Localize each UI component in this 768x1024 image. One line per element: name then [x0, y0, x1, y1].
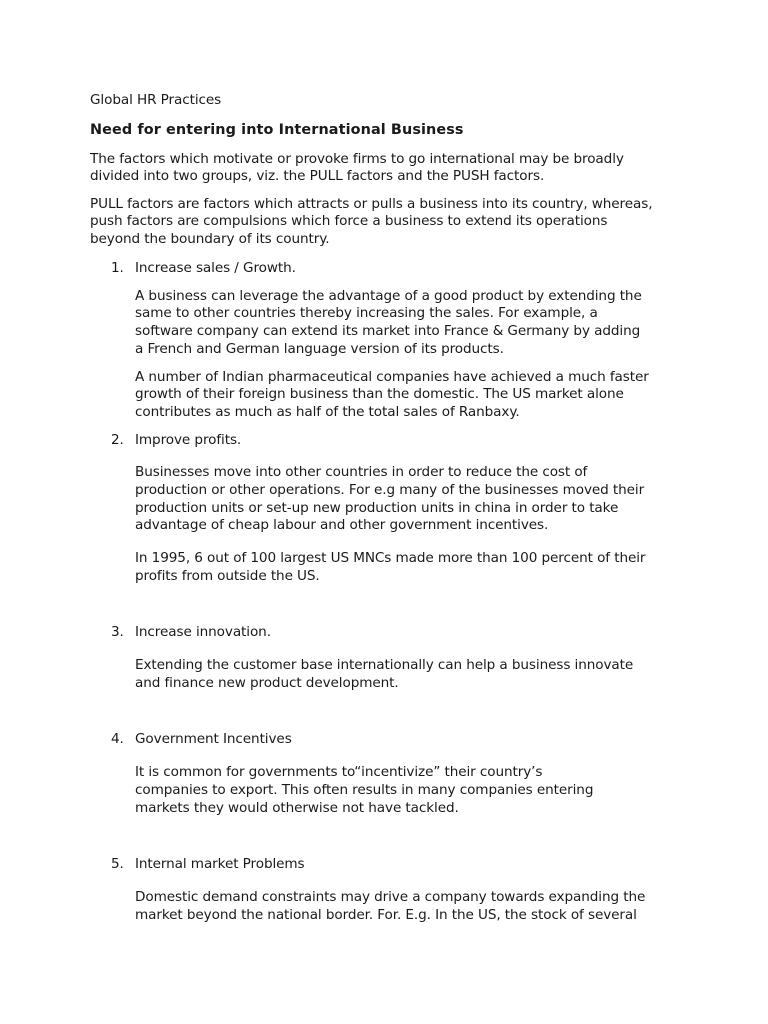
- list-item-paragraph-line: markets they would otherwise not have tackled.: [135, 800, 459, 816]
- list-item-paragraph-line: growth of their foreign business than the domestic. The US market alone: [135, 386, 624, 402]
- list-item-title: Improve profits.: [135, 432, 242, 448]
- list-item-paragraph-line: It is common for governments to“incentivize” their country’s: [135, 764, 543, 780]
- document-label: Global HR Practices: [90, 92, 222, 108]
- list-item-title: Government Incentives: [135, 731, 292, 747]
- list-item-number: 5.: [111, 856, 124, 872]
- list-item-title: Increase sales / Growth.: [135, 260, 296, 276]
- pull-factors-line: push factors are compulsions which force a business to extend its operations: [90, 213, 608, 229]
- list-item-paragraph-line: software company can extend its market into France & Germany by adding: [135, 323, 641, 339]
- intro-line: divided into two groups, viz. the PULL factors and the PUSH factors.: [90, 168, 545, 184]
- list-item-paragraph-line: production units or set-up new production units in china in order to take: [135, 500, 619, 516]
- list-item-paragraph-line: a French and German language version of its products.: [135, 341, 504, 357]
- list-item-paragraph-line: In 1995, 6 out of 100 largest US MNCs made more than 100 percent of their: [135, 550, 646, 566]
- list-item-paragraph-line: A number of Indian pharmaceutical companies have achieved a much faster: [135, 369, 649, 385]
- section-heading: Need for entering into International Business: [90, 122, 464, 138]
- list-item-number: 4.: [111, 731, 124, 747]
- list-item-title: Internal market Problems: [135, 856, 305, 872]
- pull-factors-line: PULL factors are factors which attracts or pulls a business into its country, whereas,: [90, 196, 653, 212]
- list-item-paragraph-line: market beyond the national border. For. E.g. In the US, the stock of several: [135, 907, 637, 923]
- list-item-paragraph-line: production or other operations. For e.g many of the businesses moved their: [135, 482, 645, 498]
- intro-line: The factors which motivate or provoke firms to go international may be broadly: [90, 151, 624, 167]
- list-item-title: Increase innovation.: [135, 624, 271, 640]
- list-item-paragraph-line: Businesses move into other countries in order to reduce the cost of: [135, 464, 588, 480]
- list-item-paragraph-line: advantage of cheap labour and other government incentives.: [135, 517, 549, 533]
- list-item-paragraph-line: same to other countries thereby increasing the sales. For example, a: [135, 305, 598, 321]
- pull-factors-line: beyond the boundary of its country.: [90, 231, 330, 247]
- list-item-paragraph-line: A business can leverage the advantage of a good product by extending the: [135, 288, 642, 304]
- list-item-paragraph-line: companies to export. This often results in many companies entering: [135, 782, 594, 798]
- list-item-number: 1.: [111, 260, 124, 276]
- list-item-paragraph-line: Domestic demand constraints may drive a company towards expanding the: [135, 889, 646, 905]
- list-item-paragraph-line: contributes as much as half of the total sales of Ranbaxy.: [135, 404, 520, 420]
- list-item-paragraph-line: Extending the customer base internationally can help a business innovate: [135, 657, 634, 673]
- list-item-paragraph-line: profits from outside the US.: [135, 568, 320, 584]
- list-item-number: 2.: [111, 432, 124, 448]
- list-item-paragraph-line: and finance new product development.: [135, 675, 399, 691]
- list-item-number: 3.: [111, 624, 124, 640]
